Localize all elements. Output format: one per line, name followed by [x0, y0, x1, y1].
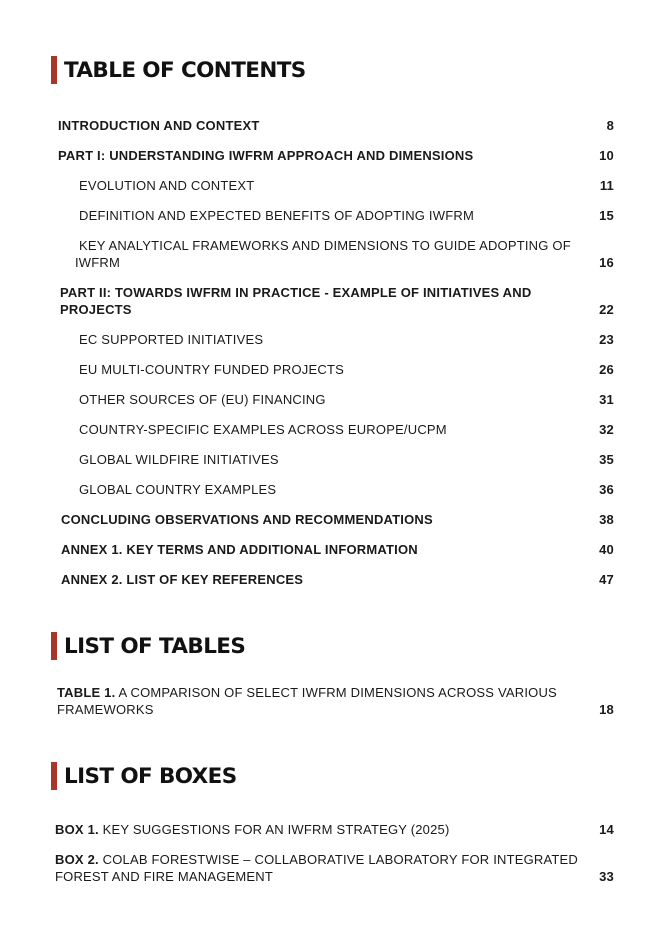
- toc-entry-page: 38: [599, 512, 614, 527]
- toc-entry-page: 22: [599, 302, 614, 317]
- toc-entry-page: 35: [599, 452, 614, 467]
- toc-entry-label: ANNEX 1. KEY TERMS AND ADDITIONAL INFORMATION: [61, 542, 418, 557]
- toc-entry-label: INTRODUCTION AND CONTEXT: [58, 118, 260, 133]
- toc-entry-label: EVOLUTION AND CONTEXT: [79, 178, 255, 193]
- toc-entry-page: 40: [599, 542, 614, 557]
- toc-entry-page: 32: [599, 422, 614, 437]
- table-entry-prefix: TABLE 1.: [57, 685, 116, 700]
- toc-entry-label: OTHER SOURCES OF (EU) FINANCING: [79, 392, 326, 407]
- toc-entry-label: CONCLUDING OBSERVATIONS AND RECOMMENDATIONS: [61, 512, 433, 527]
- toc-entry-page: 31: [599, 392, 614, 407]
- toc-entry-label: GLOBAL COUNTRY EXAMPLES: [79, 482, 277, 497]
- toc-entry-page: 47: [599, 572, 614, 587]
- toc-entry-page: 11: [599, 178, 614, 193]
- toc-entry-page: 36: [599, 482, 614, 497]
- toc-heading: [51, 56, 306, 84]
- boxes-heading: [51, 762, 237, 790]
- toc-entry-label-line2: PROJECTS: [60, 302, 132, 317]
- toc-entry-label-line1: KEY ANALYTICAL FRAMEWORKS AND DIMENSIONS TO GUIDE ADOPTING OF: [79, 238, 571, 253]
- toc-entry-page: 8: [606, 118, 614, 133]
- heading-accent-bar: [51, 762, 57, 790]
- table-entry-label-line1: [57, 684, 557, 701]
- toc-entry-page: 16: [599, 255, 614, 270]
- toc-entry-label: COUNTRY-SPECIFIC EXAMPLES ACROSS EUROPE/UCPM: [79, 422, 447, 437]
- toc-entry-label: EC SUPPORTED INITIATIVES: [79, 332, 264, 347]
- toc-entry-page: 15: [599, 208, 614, 223]
- toc-entry-page: 10: [599, 148, 614, 163]
- box-entry-page: 33: [599, 869, 614, 884]
- toc-entry-label: EU MULTI-COUNTRY FUNDED PROJECTS: [79, 362, 344, 377]
- heading-accent-bar: [51, 632, 57, 660]
- box-entry-title: KEY SUGGESTIONS FOR AN IWFRM STRATEGY (2025): [98, 822, 450, 837]
- box-entry-label-line2: FOREST AND FIRE MANAGEMENT: [55, 869, 274, 884]
- tables-heading-text: LIST OF TABLES: [64, 633, 246, 659]
- box-entry-label-line1: [55, 851, 578, 868]
- toc-entry-label: ANNEX 2. LIST OF KEY REFERENCES: [61, 572, 304, 587]
- box-entry-prefix: BOX 2.: [55, 852, 99, 867]
- table-entry-page: 18: [599, 702, 614, 717]
- toc-entry-label: PART I: UNDERSTANDING IWFRM APPROACH AND DIMENSIONS: [58, 148, 474, 163]
- toc-entry-page: 26: [599, 362, 614, 377]
- toc-entry-label-line2: IWFRM: [75, 255, 121, 270]
- box-entry-page: 14: [599, 822, 614, 837]
- toc-heading-text: TABLE OF CONTENTS: [64, 57, 306, 83]
- box-entry-label: [55, 821, 450, 838]
- box-entry-prefix: BOX 1.: [55, 822, 99, 837]
- toc-entry-label-line1: PART II: TOWARDS IWFRM IN PRACTICE - EXAMPLE OF INITIATIVES AND: [60, 285, 532, 300]
- heading-accent-bar: [51, 56, 57, 84]
- toc-entry-page: 23: [599, 332, 614, 347]
- table-entry-title: A COMPARISON OF SELECT IWFRM DIMENSIONS ACROSS VARIOUS: [115, 685, 557, 700]
- table-entry-label-line2: FRAMEWORKS: [57, 702, 154, 717]
- toc-entry-label: GLOBAL WILDFIRE INITIATIVES: [79, 452, 279, 467]
- toc-entry-label: DEFINITION AND EXPECTED BENEFITS OF ADOPTING IWFRM: [79, 208, 474, 223]
- box-entry-title: COLAB FORESTWISE – COLLABORATIVE LABORATORY FOR INTEGRATED: [98, 852, 579, 867]
- boxes-heading-text: LIST OF BOXES: [64, 763, 237, 789]
- tables-heading: [51, 632, 245, 660]
